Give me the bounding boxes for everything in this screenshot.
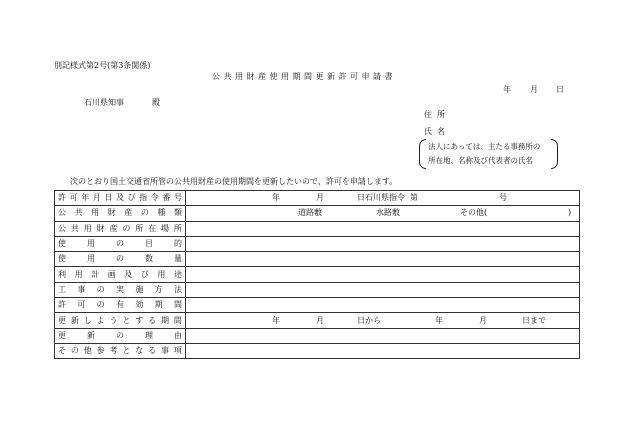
kind-value-cell[interactable] [186, 206, 580, 221]
date-day: 日 [556, 85, 564, 94]
row-label-text [55, 237, 185, 251]
period-day-from: 日から [357, 315, 381, 325]
label-char: 用 [83, 223, 92, 233]
value-cell[interactable] [186, 267, 580, 282]
row-label [55, 221, 186, 236]
permit-dai: 第 [410, 193, 418, 203]
row-label-text [55, 222, 185, 236]
label-char: 事 [161, 346, 169, 356]
label-char: 産 [109, 223, 118, 233]
table-row [55, 267, 580, 282]
label-char: 更 [58, 330, 66, 340]
label-char: 公 [58, 208, 66, 218]
label-char: 利 [58, 269, 66, 279]
label-char: 間 [173, 300, 182, 310]
label-char: 項 [173, 346, 182, 356]
label-char: 場 [161, 223, 169, 233]
label-char: う [109, 315, 118, 325]
kind-road: 道路敷 [298, 208, 322, 218]
label-char: 番 [162, 193, 171, 203]
label-char: の [96, 284, 105, 294]
value-cell[interactable] [186, 343, 580, 358]
row-label-text [55, 298, 185, 312]
label-char: の [116, 239, 124, 249]
label-char: 財 [96, 223, 105, 233]
label-char: び [140, 269, 149, 279]
label-char: 許 [58, 193, 66, 203]
label-char: 所 [135, 223, 144, 233]
label-char: 令 [150, 193, 159, 203]
label-char: 共 [70, 223, 79, 233]
label-char: 使 [58, 239, 66, 249]
row-label [55, 236, 186, 251]
label-char: と [122, 346, 131, 356]
label-char: 理 [145, 330, 153, 340]
period-day-to: 日まで [522, 315, 546, 325]
label-char: の [140, 208, 149, 218]
label-char: 参 [96, 346, 105, 356]
label-char: 有 [115, 300, 124, 310]
value-cell[interactable] [186, 328, 580, 343]
value-cell[interactable] [186, 298, 580, 313]
label-char: 共 [74, 208, 83, 218]
table-row [55, 236, 580, 251]
table-row [55, 206, 580, 221]
kind-close: ) [568, 208, 572, 218]
period-value-cell[interactable] [186, 313, 580, 328]
label-char: 目 [145, 239, 153, 249]
label-char: 工 [58, 284, 66, 294]
row-label [55, 313, 186, 328]
row-label-text [55, 329, 185, 343]
label-char: 及 [115, 193, 124, 203]
label-char: 方 [154, 284, 163, 294]
application-table [54, 190, 580, 359]
table-row [55, 298, 580, 313]
label-char: 在 [148, 223, 157, 233]
permit-value-cell[interactable] [186, 191, 580, 206]
label-char: 指 [139, 193, 148, 203]
label-char: 量 [174, 254, 182, 264]
label-char: る [148, 346, 157, 356]
date-month: 月 [530, 85, 538, 94]
value-cell[interactable] [186, 282, 580, 297]
table-row [55, 343, 580, 358]
table-row [55, 221, 580, 236]
kind-water: 水路敷 [376, 208, 400, 218]
label-char: 及 [124, 269, 133, 279]
label-char: 用 [91, 208, 100, 218]
value-cell[interactable] [186, 252, 580, 267]
table-row [55, 313, 580, 328]
label-char: 法 [173, 284, 182, 294]
label-char: 間 [173, 315, 182, 325]
permit-day-order: 日石川県指令 [357, 193, 405, 203]
row-label-text [55, 283, 185, 297]
note-bracket-right [551, 139, 558, 169]
label-char: 期 [161, 315, 169, 325]
address-label: 住所 [424, 110, 450, 119]
note-line-1: 法人にあっては、主たる事務所の [428, 142, 541, 151]
label-char: 号 [173, 193, 182, 203]
label-char: の [122, 223, 131, 233]
row-label [55, 298, 186, 313]
label-char: よ [96, 315, 105, 325]
label-char: 産 [124, 208, 133, 218]
note-line-2: 所在地、名称及び代表者の氏名 [428, 156, 533, 165]
label-char: 年 [81, 193, 90, 203]
label-char: 施 [135, 284, 144, 294]
label-char: 財 [107, 208, 116, 218]
form-number: 別記様式第2号(第3条関係) [54, 61, 151, 70]
document-title: 公共用財産使用期間更新許可申請書 [212, 72, 396, 81]
label-char: 効 [135, 300, 144, 310]
name-label: 氏名 [424, 127, 450, 136]
label-char: る [148, 315, 157, 325]
label-char: 事 [77, 284, 86, 294]
label-char: の [70, 346, 79, 356]
label-char: 使 [58, 254, 66, 264]
value-cell[interactable] [186, 221, 580, 236]
row-label [55, 267, 186, 282]
row-label [55, 328, 186, 343]
table-row [55, 191, 580, 206]
label-char: 的 [174, 239, 182, 249]
label-char: 新 [87, 330, 95, 340]
label-char: の [116, 330, 124, 340]
label-char: 考 [109, 346, 118, 356]
period-month-to: 月 [479, 315, 487, 325]
intro-text: 次のとおり国土交通省所管の公共用財産の使用期間を更新したいので、許可を申請します。 [70, 177, 398, 186]
row-label [55, 191, 186, 206]
label-char: 実 [115, 284, 124, 294]
addressee: 石川県知事 [84, 98, 124, 107]
row-label-text [55, 314, 185, 328]
label-char: な [135, 346, 144, 356]
row-label-text [55, 268, 185, 282]
label-char: の [96, 300, 105, 310]
row-label-text [55, 191, 185, 205]
label-char: 途 [173, 269, 182, 279]
label-char: と [122, 315, 131, 325]
period-year-from: 年 [272, 315, 280, 325]
label-char: し [83, 315, 92, 325]
label-char: 種 [157, 208, 166, 218]
label-char: の [116, 254, 124, 264]
row-label [55, 252, 186, 267]
table-row [55, 252, 580, 267]
period-month-from: 月 [316, 315, 324, 325]
label-char: 可 [69, 193, 78, 203]
label-char: 可 [77, 300, 86, 310]
value-cell[interactable] [186, 236, 580, 251]
row-label [55, 343, 186, 358]
label-char: 更 [58, 315, 66, 325]
label-char: 類 [173, 208, 182, 218]
honorific: 殿 [152, 98, 160, 107]
row-label-text [55, 252, 185, 266]
label-char: 数 [145, 254, 153, 264]
label-char: 用 [87, 239, 95, 249]
label-char: 計 [91, 269, 100, 279]
label-char: 画 [107, 269, 116, 279]
label-char: 公 [58, 223, 66, 233]
label-char: 期 [154, 300, 163, 310]
row-label [55, 206, 186, 221]
note-bracket-left [419, 139, 426, 169]
date-year: 年 [503, 85, 511, 94]
label-char: 日 [104, 193, 113, 203]
label-char: 新 [70, 315, 79, 325]
row-label-text [55, 344, 185, 358]
label-char: す [135, 315, 144, 325]
label-char: 由 [174, 330, 182, 340]
permit-go: 号 [499, 193, 507, 203]
row-label [55, 282, 186, 297]
period-year-to: 年 [435, 315, 443, 325]
label-char: び [127, 193, 136, 203]
kind-other: その他( [460, 208, 488, 218]
label-char: 月 [92, 193, 101, 203]
label-char: 用 [87, 254, 95, 264]
label-char: 用 [74, 269, 83, 279]
permit-month: 月 [316, 193, 324, 203]
row-label-text [55, 206, 185, 220]
permit-year: 年 [272, 193, 280, 203]
label-char: 用 [157, 269, 166, 279]
table-row [55, 328, 580, 343]
table-row [55, 282, 580, 297]
label-char: 許 [58, 300, 66, 310]
label-char: そ [58, 346, 66, 356]
label-char: 所 [173, 223, 182, 233]
label-char: 他 [83, 346, 92, 356]
